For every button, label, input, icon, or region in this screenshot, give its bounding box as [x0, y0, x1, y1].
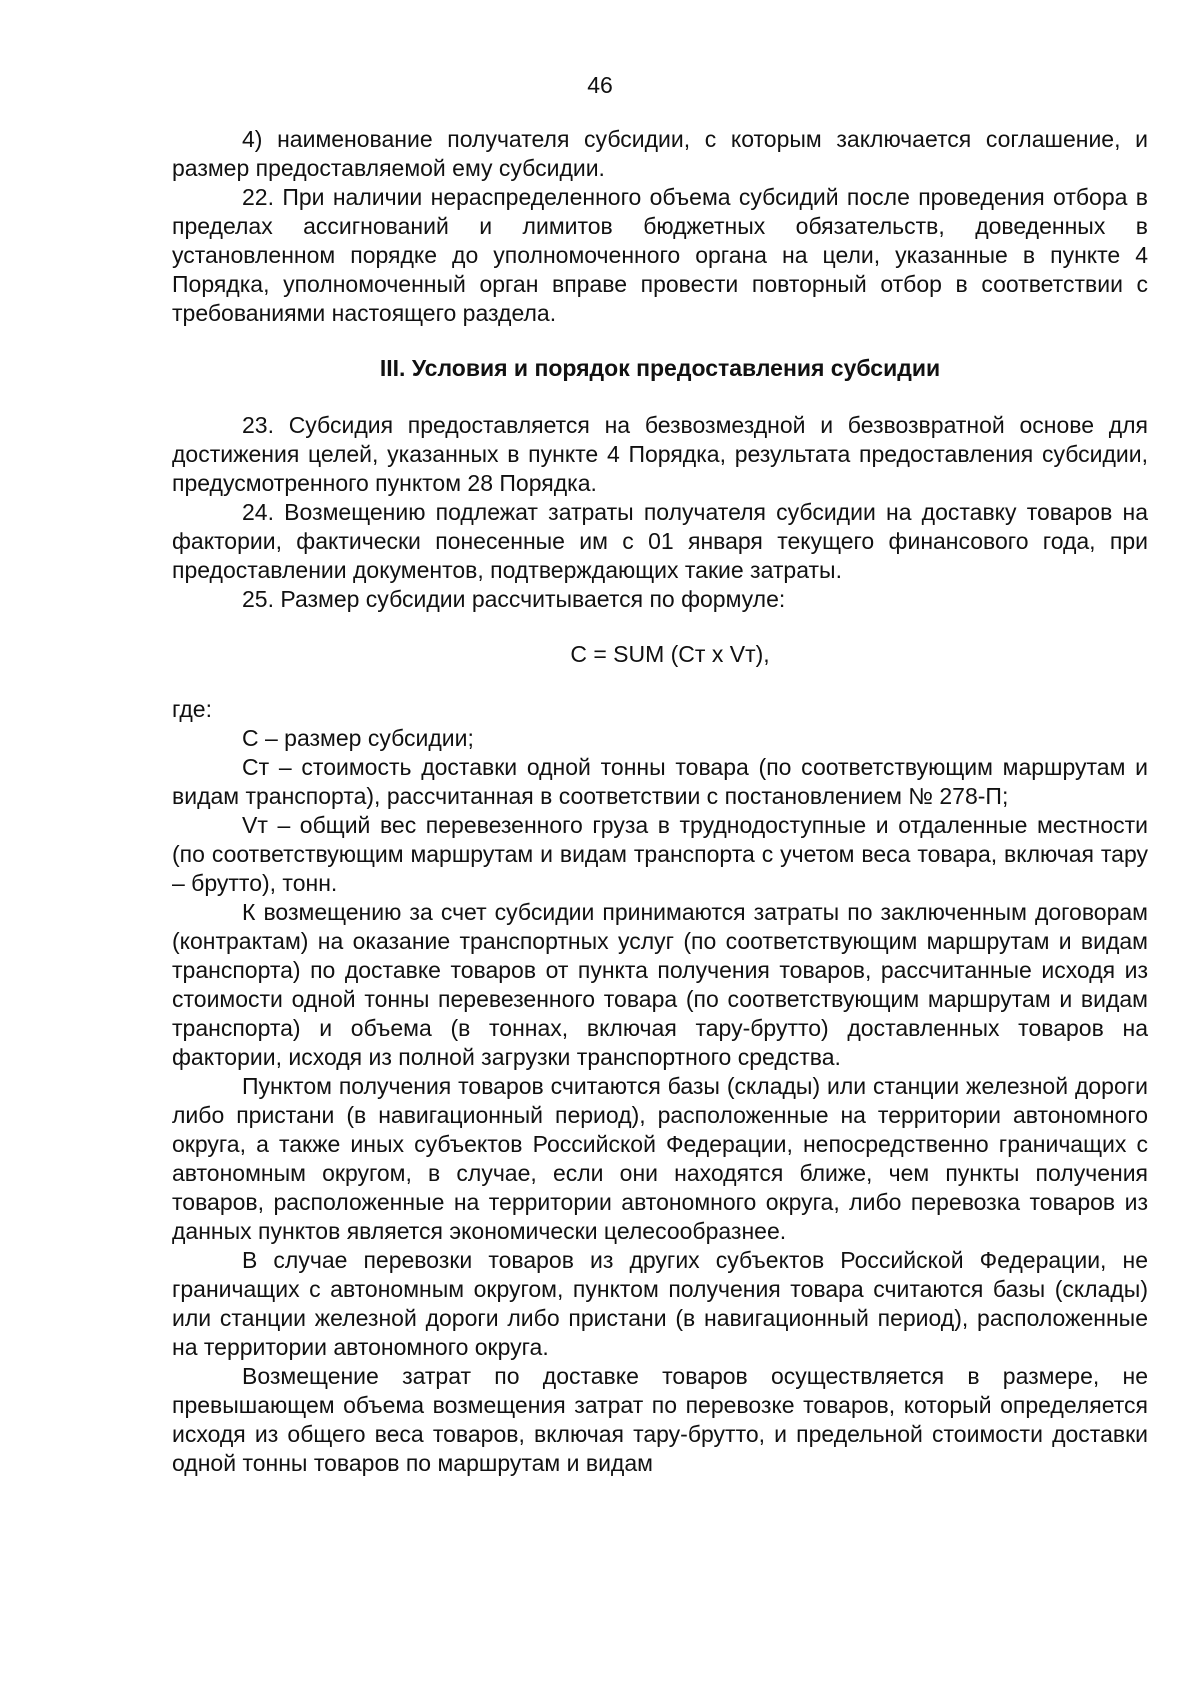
document-body: [172, 125, 1148, 1478]
formula: С = SUM (Ст x Vт),: [570, 641, 770, 667]
definition-vt: Vт – общий вес перевезенного груза в труднодоступные и отдаленные местности (по соответствующим маршрутам и видам транспорта с учетом веса товара, включая тару – брутто), тонн.: [172, 812, 1148, 896]
paragraph-receipt-point: Пунктом получения товаров считаются базы (склады) или станции железной дороги либо пристани (в навигационный период), расположенные на территории автономного округа, а также иных субъектов Российской Федерации, непосредственно граничащих с автономным округом, в случае, если они находятся ближе, чем пункты получения товаров, расположенные на территории автономного округа, либо перевозка товаров из данных пунктов является экономически целесообразнее.: [172, 1073, 1148, 1244]
page-number: 46: [587, 72, 613, 98]
paragraph-reimbursement: К возмещению за счет субсидии принимаются затраты по заключенным договорам (контрактам) на оказание транспортных услуг (по соответствующим маршрутам и видам транспорта) по доставке товаров от пункта получения товаров, рассчитанные исходя из стоимости одной тонны перевезенного товара (по соответствующим маршрутам и видам транспорта) и объема (в тоннах, включая тару-брутто) доставленных товаров на фактории, исходя из полной загрузки транспортного средства.: [172, 899, 1148, 1070]
paragraph-22: 22. При наличии нераспределенного объема субсидий после проведения отбора в пределах ассигнований и лимитов бюджетных обязательств, доведенных в установленном порядке до уполномоченного органа на цели, указанные в пункте 4 Порядка, уполномоченный орган вправе провести повторный отбор в соответствии с требованиями настоящего раздела.: [172, 184, 1148, 326]
paragraph-other-subjects: В случае перевозки товаров из других субъектов Российской Федерации, не граничащих с автономным округом, пунктом получения товара считаются базы (склады) или станции железной дороги либо пристани (в навигационный период), расположенные на территории автономного округа.: [172, 1247, 1148, 1360]
where-label: где:: [172, 696, 212, 722]
definition-c: С – размер субсидии;: [242, 725, 474, 751]
paragraph-24: 24. Возмещению подлежат затраты получателя субсидии на доставку товаров на фактории, фактически понесенные им с 01 января текущего финансового года, при предоставлении документов, подтверждающих такие затраты.: [172, 499, 1148, 583]
paragraph-reimbursement-limit: Возмещение затрат по доставке товаров осуществляется в размере, не превышающем объема возмещения затрат по перевозке товаров, который определяется исходя из общего веса товаров, включая тару-брутто, и предельной стоимости доставки одной тонны товаров по маршрутам и видам: [172, 1363, 1148, 1476]
definition-ct: Ст – стоимость доставки одной тонны товара (по соответствующим маршрутам и видам транспорта), рассчитанная в соответствии с постановлением № 278-П;: [172, 754, 1148, 809]
paragraph-23: 23. Субсидия предоставляется на безвозмездной и безвозвратной основе для достижения целей, указанных в пункте 4 Порядка, результата предоставления субсидии, предусмотренного пунктом 28 Порядка.: [172, 412, 1148, 496]
paragraph-25: 25. Размер субсидии рассчитывается по формуле:: [242, 586, 786, 612]
paragraph-item-4: 4) наименование получателя субсидии, с которым заключается соглашение, и размер предоставляемой ему субсидии.: [172, 126, 1148, 181]
section-heading: III. Условия и порядок предоставления субсидии: [379, 355, 941, 381]
